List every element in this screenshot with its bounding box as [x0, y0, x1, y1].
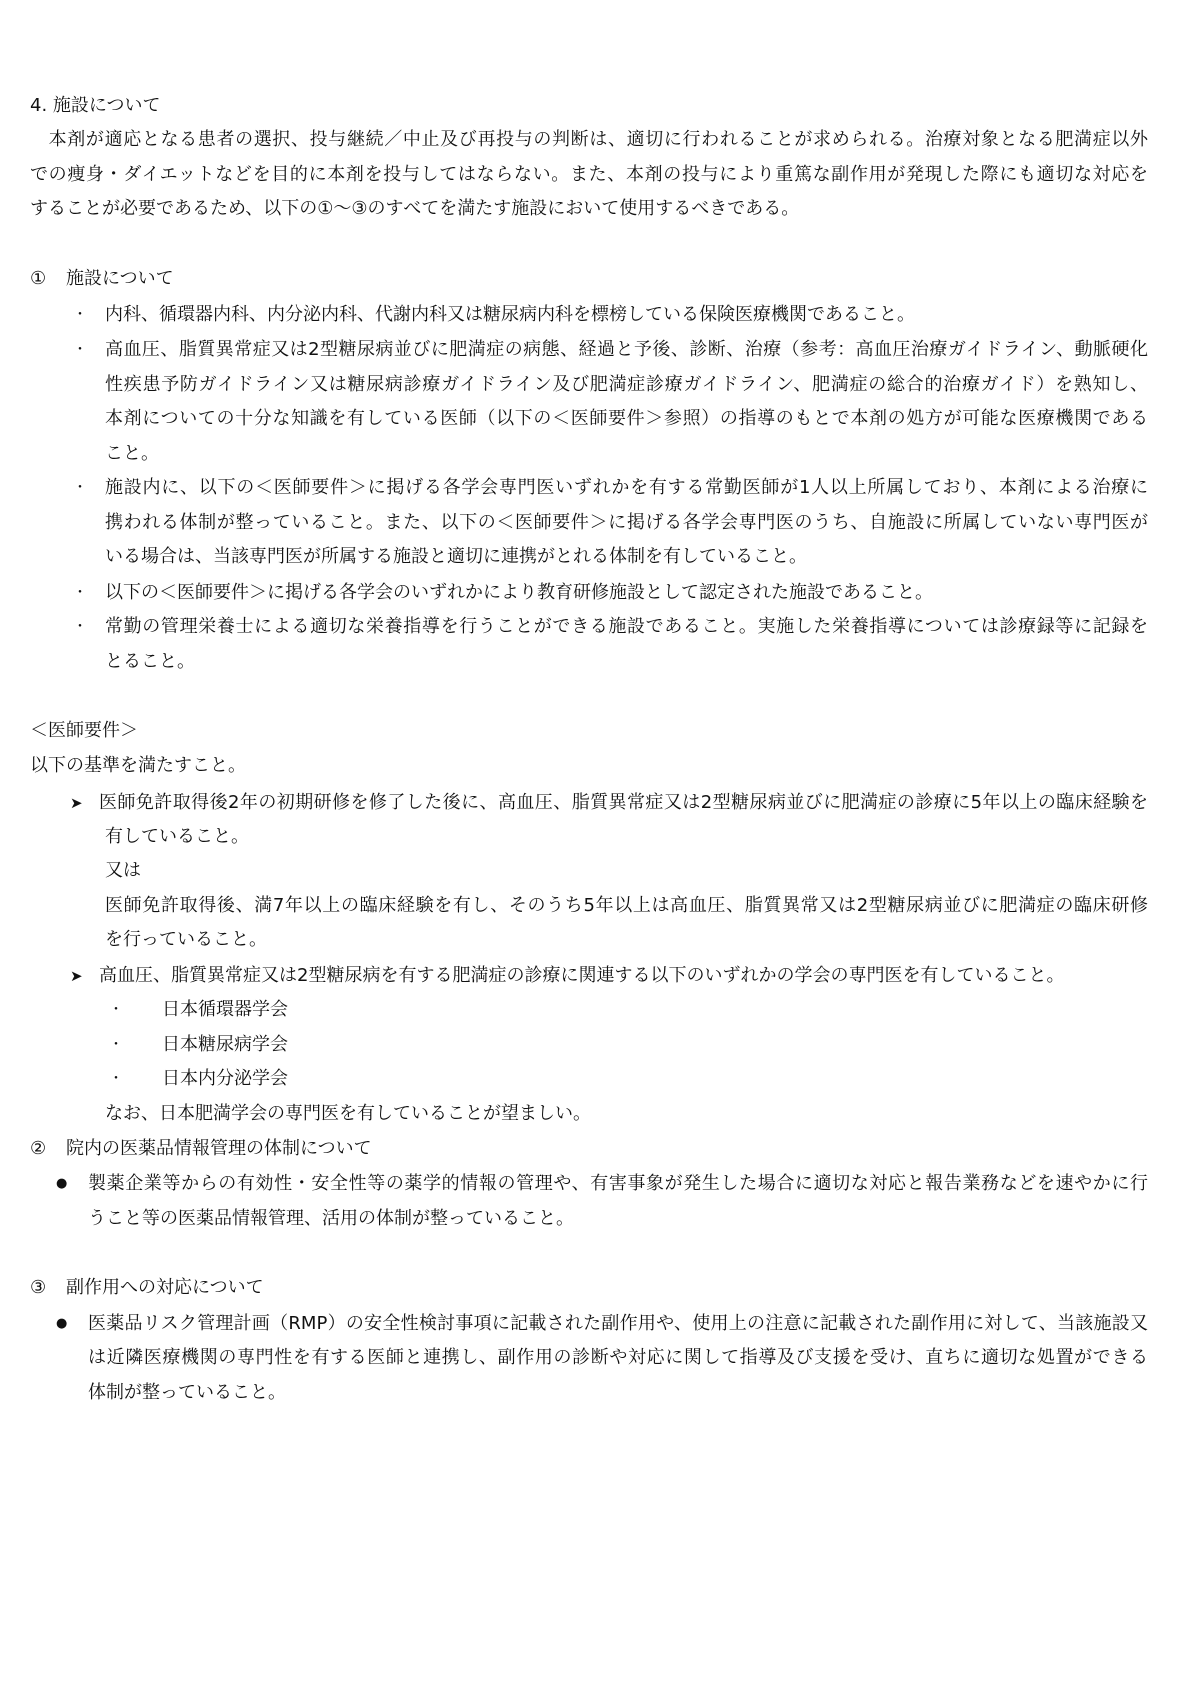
society-item: 日本循環器学会 [162, 999, 288, 1020]
doctor-requirements-heading: ＜医師要件＞ [30, 720, 138, 741]
section-title: 4. 施設について [30, 95, 161, 116]
requirement-text: 有していること。 [105, 826, 249, 847]
intro-line: 本剤が適応となる患者の選択、投与継続／中止及び再投与の判断は、適切に行われることが求められる。治療対象となる肥満症以外 [30, 129, 1148, 150]
bullet-icon: ・ [73, 619, 87, 635]
filled-bullet-icon: ● [56, 1176, 68, 1191]
doctor-requirements-intro: 以下の基準を満たすこと。 [30, 755, 246, 776]
bullet-text: 製薬企業等からの有効性・安全性等の薬学的情報の管理や、有害事象が発生した場合に適切な対応と報告業務などを速やかに行 [88, 1173, 1148, 1194]
requirement-text: 医師免許取得後2年の初期研修を修了した後に、高血圧、脂質異常症又は2型糖尿病並びに肥満症の診療に5年以上の臨床経験を [99, 792, 1148, 813]
bullet-icon: ・ [109, 1071, 123, 1087]
requirement-text: 又は [105, 860, 141, 881]
section-heading: 副作用への対応について [66, 1277, 264, 1298]
bullet-text: は近隣医療機関の専門性を有する医師と連携し、副作用の診断や対応に関して指導及び支援を受け、直ちに適切な処置ができる [88, 1347, 1148, 1368]
bullet-icon: ・ [109, 1002, 123, 1018]
requirement-text: 医師免許取得後、満7年以上の臨床経験を有し、そのうち5年以上は高血圧、脂質異常又は2型糖尿病並びに肥満症の臨床研修 [105, 895, 1148, 916]
requirement-text: を行っていること。 [105, 929, 267, 950]
section-heading: 院内の医薬品情報管理の体制について [66, 1138, 372, 1159]
intro-line: することが必要であるため、以下の①～③のすべてを満たす施設において使用するべきである。 [30, 198, 800, 219]
arrow-bullet-icon: ➤ [70, 967, 83, 985]
requirement-text: 高血圧、脂質異常症又は2型糖尿病を有する肥満症の診療に関連する以下のいずれかの学会の専門医を有していること。 [99, 965, 1065, 986]
society-item: 日本内分泌学会 [162, 1068, 288, 1089]
arrow-bullet-icon: ➤ [70, 794, 83, 812]
bullet-icon: ・ [73, 480, 87, 496]
filled-bullet-icon: ● [56, 1316, 68, 1331]
bullet-text: 常勤の管理栄養士による適切な栄養指導を行うことができる施設であること。実施した栄養指導については診療録等に記録を [105, 616, 1148, 637]
bullet-icon: ・ [73, 342, 87, 358]
bullet-text: いる場合は、当該専門医が所属する施設と適切に連携がとれる体制を有していること。 [105, 546, 807, 567]
bullet-text: 本剤についての十分な知識を有している医師（以下の＜医師要件＞参照）の指導のもとで本剤の処方が可能な医療機関である [105, 408, 1148, 429]
bullet-text: うこと等の医薬品情報管理、活用の体制が整っていること。 [88, 1208, 574, 1229]
bullet-text: 以下の＜医師要件＞に掲げる各学会のいずれかにより教育研修施設として認定された施設であること。 [105, 582, 933, 603]
section-heading: 施設について [66, 268, 174, 289]
bullet-icon: ・ [109, 1037, 123, 1053]
bullet-text: 医薬品リスク管理計画（RMP）の安全性検討事項に記載された副作用や、使用上の注意に記載された副作用に対して、当該施設又 [88, 1313, 1148, 1334]
bullet-text: 携われる体制が整っていること。また、以下の＜医師要件＞に掲げる各学会専門医のうち、自施設に所属していない専門医が [105, 512, 1148, 533]
bullet-text: 内科、循環器内科、内分泌内科、代謝内科又は糖尿病内科を標榜している保険医療機関であること。 [105, 304, 915, 325]
intro-line: での痩身・ダイエットなどを目的に本剤を投与してはならない。また、本剤の投与により重篤な副作用が発現した際にも適切な対応を [30, 164, 1148, 185]
section-number: ② [30, 1138, 47, 1159]
bullet-text: とること。 [105, 651, 195, 672]
bullet-text: 体制が整っていること。 [88, 1382, 286, 1403]
bullet-icon: ・ [73, 585, 87, 601]
section-number: ③ [30, 1277, 47, 1298]
requirement-note: なお、日本肥満学会の専門医を有していることが望ましい。 [105, 1103, 591, 1124]
bullet-text: 高血圧、脂質異常症又は2型糖尿病並びに肥満症の病態、経過と予後、診断、治療（参考：高血圧治療ガイドライン、動脈硬化 [105, 339, 1148, 360]
society-item: 日本糖尿病学会 [162, 1034, 288, 1055]
bullet-text: 施設内に、以下の＜医師要件＞に掲げる各学会専門医いずれかを有する常勤医師が1人以上所属しており、本剤による治療に [105, 477, 1148, 498]
section-number: ① [30, 268, 47, 289]
bullet-icon: ・ [73, 307, 87, 323]
bullet-text: こと。 [105, 443, 159, 464]
bullet-text: 性疾患予防ガイドライン又は糖尿病診療ガイドライン及び肥満症診療ガイドライン、肥満症の総合的治療ガイド）を熟知し、 [105, 374, 1148, 395]
